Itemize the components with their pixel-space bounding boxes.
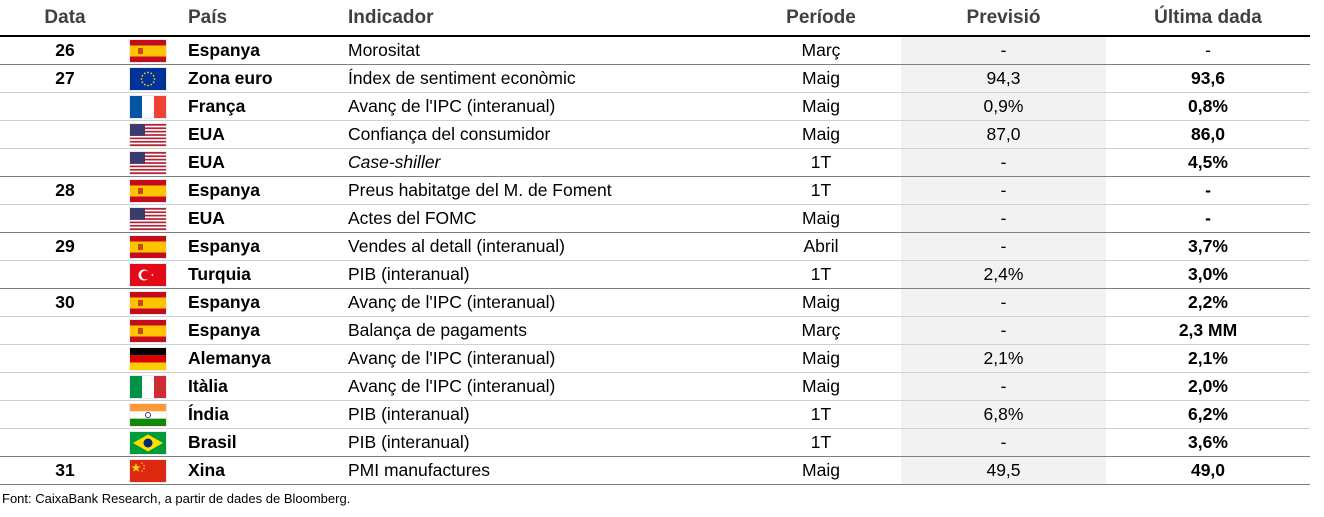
table-row (0, 65, 1310, 93)
last-value-cell: 2,2% (1106, 289, 1310, 317)
table-row (0, 289, 1310, 317)
flag-cell (130, 289, 188, 317)
flag-cell (130, 205, 188, 233)
table-row (0, 177, 1310, 205)
country-cell: Espanya (188, 36, 348, 65)
last-value-cell: - (1106, 177, 1310, 205)
date-cell: 28 (0, 177, 130, 205)
indicator-cell: Índex de sentiment econòmic (348, 65, 741, 93)
flag-cell (130, 373, 188, 401)
table-row (0, 121, 1310, 149)
last-value-cell: 3,6% (1106, 429, 1310, 457)
period-cell: Març (741, 317, 901, 345)
indicator-cell: Case-shiller (348, 149, 741, 177)
forecast-cell: - (901, 317, 1106, 345)
last-value-cell: 3,0% (1106, 261, 1310, 289)
date-cell (0, 373, 130, 401)
forecast-cell: 2,4% (901, 261, 1106, 289)
header-country: País (188, 0, 348, 36)
country-cell: Espanya (188, 289, 348, 317)
country-cell: Alemanya (188, 345, 348, 373)
date-cell (0, 149, 130, 177)
period-cell: 1T (741, 177, 901, 205)
header-flag-spacer (130, 0, 188, 36)
table-row (0, 93, 1310, 121)
last-value-cell: 86,0 (1106, 121, 1310, 149)
period-cell: Maig (741, 345, 901, 373)
last-value-cell: 2,3 MM (1106, 317, 1310, 345)
date-cell (0, 345, 130, 373)
header-last: Última dada (1106, 0, 1310, 36)
period-cell: 1T (741, 261, 901, 289)
flag-cell (130, 36, 188, 65)
forecast-cell: - (901, 36, 1106, 65)
forecast-cell: 2,1% (901, 345, 1106, 373)
indicator-cell: Vendes al detall (interanual) (348, 233, 741, 261)
country-cell: Índia (188, 401, 348, 429)
period-cell: Maig (741, 457, 901, 485)
country-cell: Turquia (188, 261, 348, 289)
forecast-cell: - (901, 177, 1106, 205)
period-cell: 1T (741, 149, 901, 177)
period-cell: Abril (741, 233, 901, 261)
header-indicator: Indicador (348, 0, 741, 36)
country-cell: França (188, 93, 348, 121)
period-cell: Maig (741, 373, 901, 401)
period-cell: Maig (741, 289, 901, 317)
forecast-cell: 94,3 (901, 65, 1106, 93)
country-cell: EUA (188, 149, 348, 177)
indicator-cell: Avanç de l'IPC (interanual) (348, 345, 741, 373)
date-cell: 29 (0, 233, 130, 261)
indicator-cell: PIB (interanual) (348, 261, 741, 289)
brazil-flag-icon (130, 432, 166, 454)
table-row (0, 149, 1310, 177)
turkey-flag-icon (130, 264, 166, 286)
flag-cell (130, 65, 188, 93)
table-row (0, 261, 1310, 289)
spain-flag-icon (130, 320, 166, 342)
table-row (0, 401, 1310, 429)
flag-cell (130, 149, 188, 177)
indicator-cell: Avanç de l'IPC (interanual) (348, 373, 741, 401)
last-value-cell: - (1106, 36, 1310, 65)
flag-cell (130, 429, 188, 457)
spain-flag-icon (130, 40, 166, 62)
india-flag-icon (130, 404, 166, 426)
last-value-cell: - (1106, 205, 1310, 233)
period-cell: Març (741, 36, 901, 65)
date-cell: 27 (0, 65, 130, 93)
country-cell: Brasil (188, 429, 348, 457)
header-period: Període (741, 0, 901, 36)
flag-cell (130, 177, 188, 205)
table-row (0, 205, 1310, 233)
last-value-cell: 2,1% (1106, 345, 1310, 373)
forecast-cell: - (901, 373, 1106, 401)
last-value-cell: 6,2% (1106, 401, 1310, 429)
forecast-cell: 0,9% (901, 93, 1106, 121)
forecast-cell: 6,8% (901, 401, 1106, 429)
table-row (0, 36, 1310, 65)
header-row (0, 0, 1310, 36)
flag-cell (130, 345, 188, 373)
country-cell: Xina (188, 457, 348, 485)
period-cell: 1T (741, 401, 901, 429)
flag-cell (130, 121, 188, 149)
date-cell: 26 (0, 36, 130, 65)
country-cell: EUA (188, 205, 348, 233)
last-value-cell: 3,7% (1106, 233, 1310, 261)
header-forecast: Previsió (901, 0, 1106, 36)
period-cell: Maig (741, 93, 901, 121)
table-row (0, 429, 1310, 457)
indicator-cell: Preus habitatge del M. de Foment (348, 177, 741, 205)
date-cell (0, 401, 130, 429)
table-body (0, 36, 1310, 485)
indicator-cell: Avanç de l'IPC (interanual) (348, 93, 741, 121)
france-flag-icon (130, 96, 166, 118)
period-cell: Maig (741, 205, 901, 233)
date-cell (0, 205, 130, 233)
date-cell: 31 (0, 457, 130, 485)
country-cell: Espanya (188, 177, 348, 205)
last-value-cell: 2,0% (1106, 373, 1310, 401)
indicator-cell: Confiança del consumidor (348, 121, 741, 149)
indicator-cell: Actes del FOMC (348, 205, 741, 233)
indicator-cell: Morositat (348, 36, 741, 65)
flag-cell (130, 233, 188, 261)
country-cell: Zona euro (188, 65, 348, 93)
spain-flag-icon (130, 180, 166, 202)
table-row (0, 457, 1310, 485)
date-cell (0, 261, 130, 289)
usa-flag-icon (130, 124, 166, 146)
last-value-cell: 49,0 (1106, 457, 1310, 485)
table-row (0, 233, 1310, 261)
period-cell: Maig (741, 65, 901, 93)
forecast-cell: - (901, 205, 1106, 233)
country-cell: Espanya (188, 317, 348, 345)
usa-flag-icon (130, 208, 166, 230)
forecast-cell: - (901, 289, 1106, 317)
forecast-cell: - (901, 429, 1106, 457)
indicator-cell: Avanç de l'IPC (interanual) (348, 289, 741, 317)
country-cell: Itàlia (188, 373, 348, 401)
table-row (0, 345, 1310, 373)
date-cell (0, 121, 130, 149)
date-cell (0, 93, 130, 121)
last-value-cell: 4,5% (1106, 149, 1310, 177)
spain-flag-icon (130, 236, 166, 258)
flag-cell (130, 317, 188, 345)
forecast-cell: - (901, 233, 1106, 261)
flag-cell (130, 261, 188, 289)
indicator-cell: PMI manufactures (348, 457, 741, 485)
flag-cell (130, 93, 188, 121)
date-cell (0, 317, 130, 345)
forecast-cell: - (901, 149, 1106, 177)
period-cell: 1T (741, 429, 901, 457)
table-row (0, 373, 1310, 401)
last-value-cell: 93,6 (1106, 65, 1310, 93)
date-cell: 30 (0, 289, 130, 317)
germany-flag-icon (130, 348, 166, 370)
header-date: Data (0, 0, 130, 36)
flag-cell (130, 457, 188, 485)
eu-flag-icon (130, 68, 166, 90)
forecast-cell: 87,0 (901, 121, 1106, 149)
italy-flag-icon (130, 376, 166, 398)
indicator-cell: PIB (interanual) (348, 401, 741, 429)
last-value-cell: 0,8% (1106, 93, 1310, 121)
china-flag-icon (130, 460, 166, 482)
table-row (0, 317, 1310, 345)
indicator-cell: PIB (interanual) (348, 429, 741, 457)
country-cell: Espanya (188, 233, 348, 261)
usa-flag-icon (130, 152, 166, 174)
period-cell: Maig (741, 121, 901, 149)
forecast-cell: 49,5 (901, 457, 1106, 485)
source-note: Font: CaixaBank Research, a partir de dades de Bloomberg. (2, 491, 351, 506)
indicator-cell: Balança de pagaments (348, 317, 741, 345)
date-cell (0, 429, 130, 457)
country-cell: EUA (188, 121, 348, 149)
spain-flag-icon (130, 292, 166, 314)
flag-cell (130, 401, 188, 429)
